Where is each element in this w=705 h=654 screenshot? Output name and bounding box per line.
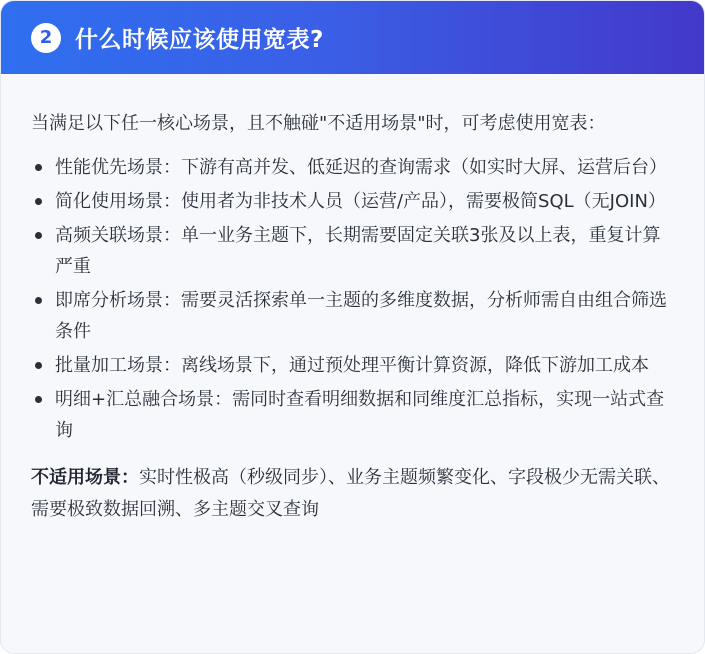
list-item-text: 性能优先场景：下游有高并发、低延迟的查询需求（如实时大屏、运营后台）	[55, 157, 667, 178]
not-applicable-section	[31, 462, 674, 526]
bullet-icon	[35, 198, 42, 205]
step-number-badge: 2	[31, 23, 61, 53]
list-item-text: 批量加工场景：离线场景下，通过预处理平衡计算资源，降低下游加工成本	[55, 355, 649, 376]
list-item	[31, 350, 674, 381]
not-applicable-text: 实时性极高（秒级同步）、业务主题频繁变化、字段极少无需关联、需要极致数据回溯、多主题交叉查询	[31, 467, 670, 520]
bullet-icon	[35, 362, 42, 369]
list-item	[31, 220, 674, 282]
list-item	[31, 152, 674, 183]
list-item-text: 简化使用场景：使用者为非技术人员（运营/产品），需要极简SQL（无JOIN）	[55, 191, 666, 212]
list-item	[31, 186, 674, 217]
scenario-list	[31, 152, 674, 446]
list-item	[31, 384, 674, 446]
list-item	[31, 285, 674, 347]
bullet-icon	[35, 297, 42, 304]
bullet-icon	[35, 232, 42, 239]
list-item-text: 高频关联场景：单一业务主题下，长期需要固定关联3张及以上表，重复计算严重	[55, 225, 661, 277]
not-applicable-label: 不适用场景：	[31, 467, 139, 488]
list-item-text: 即席分析场景：需要灵活探索单一主题的多维度数据，分析师需自由组合筛选条件	[55, 290, 667, 342]
bullet-icon	[35, 164, 42, 171]
intro-text: 当满足以下任一核心场景，且不触碰"不适用场景"时，可考虑使用宽表：	[31, 113, 606, 134]
card-header	[1, 1, 704, 74]
list-item-text: 明细+汇总融合场景：需同时查看明细数据和同维度汇总指标，实现一站式查询	[55, 389, 665, 441]
card-content	[1, 74, 704, 526]
card-title: 什么时候应该使用宽表?	[75, 27, 324, 53]
bullet-icon	[35, 396, 42, 403]
